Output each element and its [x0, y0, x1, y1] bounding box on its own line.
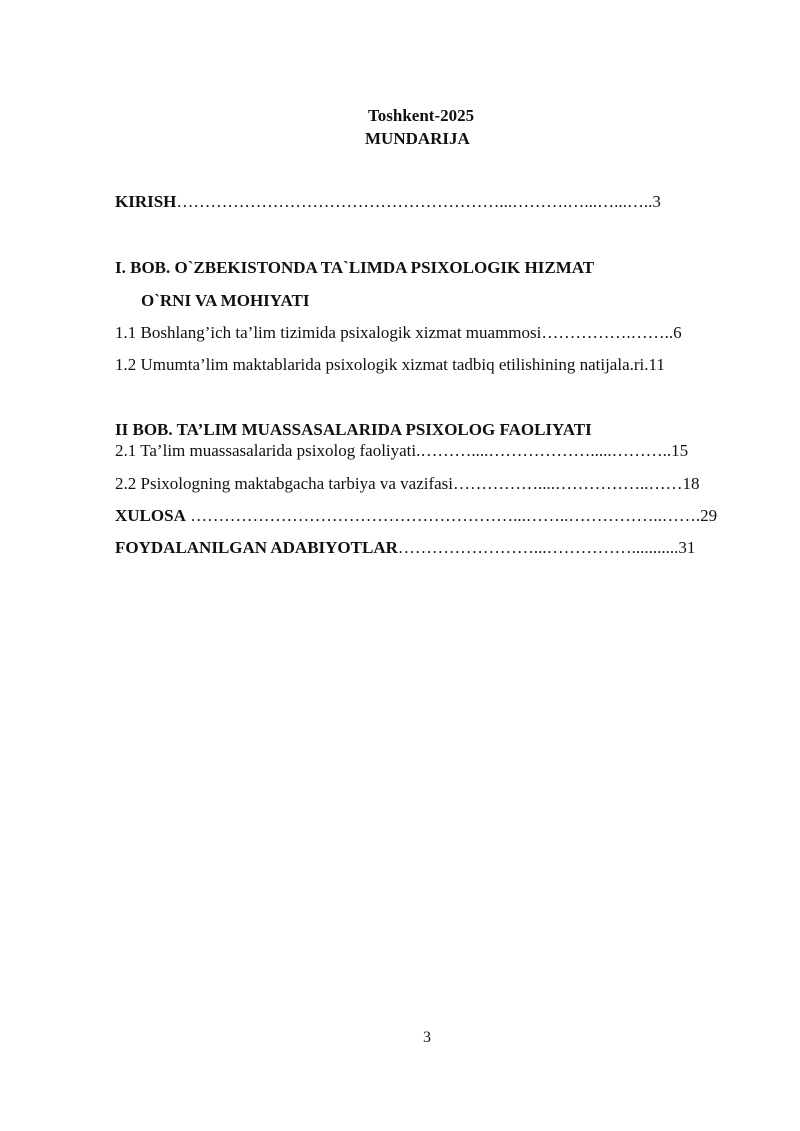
toc-entry-intro-page: 3	[652, 192, 661, 211]
chapter-2-title: II BOB. TA’LIM MUASSASALARIDA PSIXOLOG FAOLIYATI	[115, 420, 592, 439]
toc-entry-conclusion-page: 29	[700, 506, 718, 525]
chapter-1-title-line-2: O`RNI VA MOHIYATI	[141, 291, 310, 310]
toc-entry-conclusion-leader: …………………………………………………...……..……………..…….	[185, 506, 701, 525]
toc-entry-section-1-1: 1.1 Boshlang’ich ta’lim tizimida psixalogik xizmat muammosi…………….……..6	[115, 323, 682, 342]
toc-entry-references	[115, 538, 695, 558]
toc-entry-section-2-2: 2.2 Psixologning maktabgacha tarbiya va vazifasi……………....……………..……18	[115, 474, 700, 493]
page-number: 3	[423, 1029, 431, 1046]
toc-entry-conclusion	[115, 506, 717, 526]
toc-entry-intro-label: KIRISH	[115, 192, 177, 211]
toc-entry-references-label: FOYDALANILGAN ADABIYOTLAR	[115, 538, 398, 557]
toc-entry-references-leader: ……………………...……………...........	[397, 538, 679, 557]
toc-entry-intro	[115, 192, 661, 212]
contents-title: MUNDARIJA	[365, 129, 470, 148]
toc-entry-section-1-2: 1.2 Umumta’lim maktablarida psixologik xizmat tadbiq etilishining natijala.ri.11	[115, 355, 665, 374]
chapter-1-title-line-1: I. BOB. O`ZBEKISTONDA TA`LIMDA PSIXOLOGIK HIZMAT	[115, 258, 595, 277]
city-year-heading: Toshkent-2025	[368, 106, 475, 125]
toc-entry-references-page: 31	[678, 538, 696, 557]
toc-entry-section-2-1: 2.1 Ta’lim muassasalarida psixolog faoliyati.………....……………….....………..15	[115, 441, 689, 460]
toc-entry-intro-leader: …………………………………………………...……….…...…...…..	[176, 192, 653, 211]
toc-entry-conclusion-label: XULOSA	[115, 506, 186, 525]
